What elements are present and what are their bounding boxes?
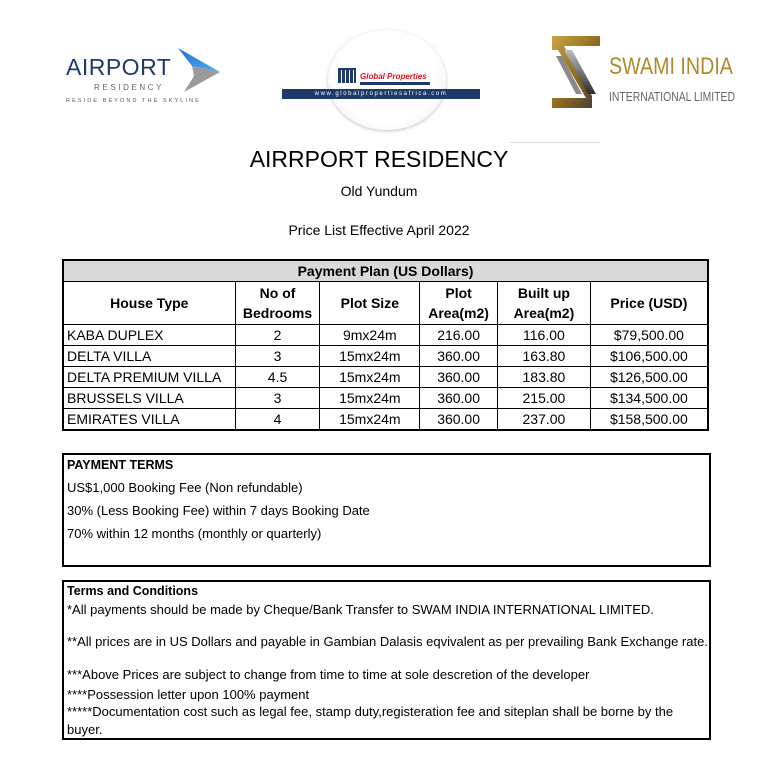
airport-logo-subtitle: RESIDENCY bbox=[94, 83, 165, 92]
column-header-price: Price (USD) bbox=[590, 282, 708, 325]
cell-price: $106,500.00 bbox=[590, 346, 708, 367]
table-row bbox=[63, 388, 708, 409]
cell-house-type: KABA DUPLEX bbox=[63, 325, 235, 346]
airport-logo-tagline: RESIDE BEYOND THE SKYLINE bbox=[66, 98, 201, 104]
column-header-house-type: House Type bbox=[63, 282, 235, 325]
table-header-row bbox=[63, 282, 708, 325]
house-icon bbox=[338, 68, 356, 83]
terms-item: ***Above Prices are subject to change from time to time at sole descretion of the developer bbox=[67, 667, 590, 682]
global-logo-url: www.globalpropertiesafrica.com bbox=[282, 89, 480, 99]
cell-bedrooms: 2 bbox=[235, 325, 320, 346]
cell-plot-area: 216.00 bbox=[420, 325, 498, 346]
table-row bbox=[63, 367, 708, 388]
payment-terms-heading: PAYMENT TERMS bbox=[67, 458, 174, 472]
payment-term-item: 30% (Less Booking Fee) within 7 days Booking Date bbox=[67, 503, 370, 518]
table-caption-row bbox=[63, 260, 708, 282]
cell-bedrooms: 3 bbox=[235, 388, 320, 409]
airport-logo-wordmark: AIRPORT bbox=[66, 54, 172, 80]
terms-item: *****Documentation cost such as legal fee, stamp duty,registeration fee and siteplan shall be borne by the bbox=[67, 704, 674, 719]
terms-heading: Terms and Conditions bbox=[67, 584, 199, 598]
table-row bbox=[63, 409, 708, 431]
table-row bbox=[63, 346, 708, 367]
cell-house-type: EMIRATES VILLA bbox=[63, 409, 235, 431]
airport-residency-logo bbox=[66, 40, 226, 106]
page-title: AIRRPORT RESIDENCY bbox=[249, 146, 509, 172]
cell-plot-size: 15mx24m bbox=[320, 346, 420, 367]
cell-plot-size: 15mx24m bbox=[320, 367, 420, 388]
table-row bbox=[63, 325, 708, 346]
cell-price: $134,500.00 bbox=[590, 388, 708, 409]
payment-term-item: US$1,000 Booking Fee (Non refundable) bbox=[67, 480, 303, 495]
terms-item: buyer. bbox=[67, 722, 103, 737]
swami-logo-subtitle: INTERNATIONAL LIMITED bbox=[609, 89, 735, 104]
cell-plot-size: 9mx24m bbox=[320, 325, 420, 346]
cell-built-area: 163.80 bbox=[498, 346, 591, 367]
swami-logo-name: SWAMI INDIA bbox=[609, 53, 733, 80]
cell-plot-area: 360.00 bbox=[420, 409, 498, 431]
column-header-plot-area: Plot Area(m2) bbox=[420, 282, 498, 325]
cell-plot-area: 360.00 bbox=[420, 367, 498, 388]
cell-house-type: DELTA VILLA bbox=[63, 346, 235, 367]
location-subtitle: Old Yundum bbox=[340, 183, 418, 199]
swami-s-mark-icon bbox=[552, 36, 602, 108]
cell-plot-size: 15mx24m bbox=[320, 388, 420, 409]
column-header-plot-size: Plot Size bbox=[320, 282, 420, 325]
global-logo-name: Global Properties bbox=[360, 72, 427, 81]
cell-built-area: 116.00 bbox=[498, 325, 591, 346]
cell-plot-area: 360.00 bbox=[420, 346, 498, 367]
payment-terms-box bbox=[62, 453, 711, 567]
price-table bbox=[62, 259, 709, 431]
airport-arrow-icon bbox=[178, 48, 220, 92]
swami-india-logo bbox=[552, 36, 742, 108]
global-properties-logo bbox=[280, 30, 490, 130]
cell-bedrooms: 3 bbox=[235, 346, 320, 367]
divider bbox=[510, 142, 600, 143]
table-caption: Payment Plan (US Dollars) bbox=[63, 260, 708, 282]
cell-built-area: 237.00 bbox=[498, 409, 591, 431]
column-header-bedrooms: No of Bedrooms bbox=[235, 282, 320, 325]
cell-bedrooms: 4.5 bbox=[235, 367, 320, 388]
cell-price: $126,500.00 bbox=[590, 367, 708, 388]
column-header-built-area: Built up Area(m2) bbox=[498, 282, 591, 325]
cell-plot-area: 360.00 bbox=[420, 388, 498, 409]
cell-plot-size: 15mx24m bbox=[320, 409, 420, 431]
cell-built-area: 215.00 bbox=[498, 388, 591, 409]
effective-date: Price List Effective April 2022 bbox=[288, 222, 470, 238]
cell-price: $79,500.00 bbox=[590, 325, 708, 346]
cell-price: $158,500.00 bbox=[590, 409, 708, 431]
terms-item: ****Possession letter upon 100% payment bbox=[67, 687, 310, 702]
cell-house-type: DELTA PREMIUM VILLA bbox=[63, 367, 235, 388]
terms-item: **All prices are in US Dollars and payable in Gambian Dalasis eqvivalent as per prevailing Bank Exchange rate. bbox=[67, 634, 708, 649]
cell-built-area: 183.80 bbox=[498, 367, 591, 388]
terms-conditions-box bbox=[62, 580, 711, 740]
payment-term-item: 70% within 12 months (monthly or quarterly) bbox=[67, 526, 322, 541]
cell-bedrooms: 4 bbox=[235, 409, 320, 431]
global-logo-underline bbox=[360, 82, 430, 85]
cell-house-type: BRUSSELS VILLA bbox=[63, 388, 235, 409]
terms-item: *All payments should be made by Cheque/Bank Transfer to SWAM INDIA INTERNATIONAL LIMITED. bbox=[67, 602, 654, 617]
